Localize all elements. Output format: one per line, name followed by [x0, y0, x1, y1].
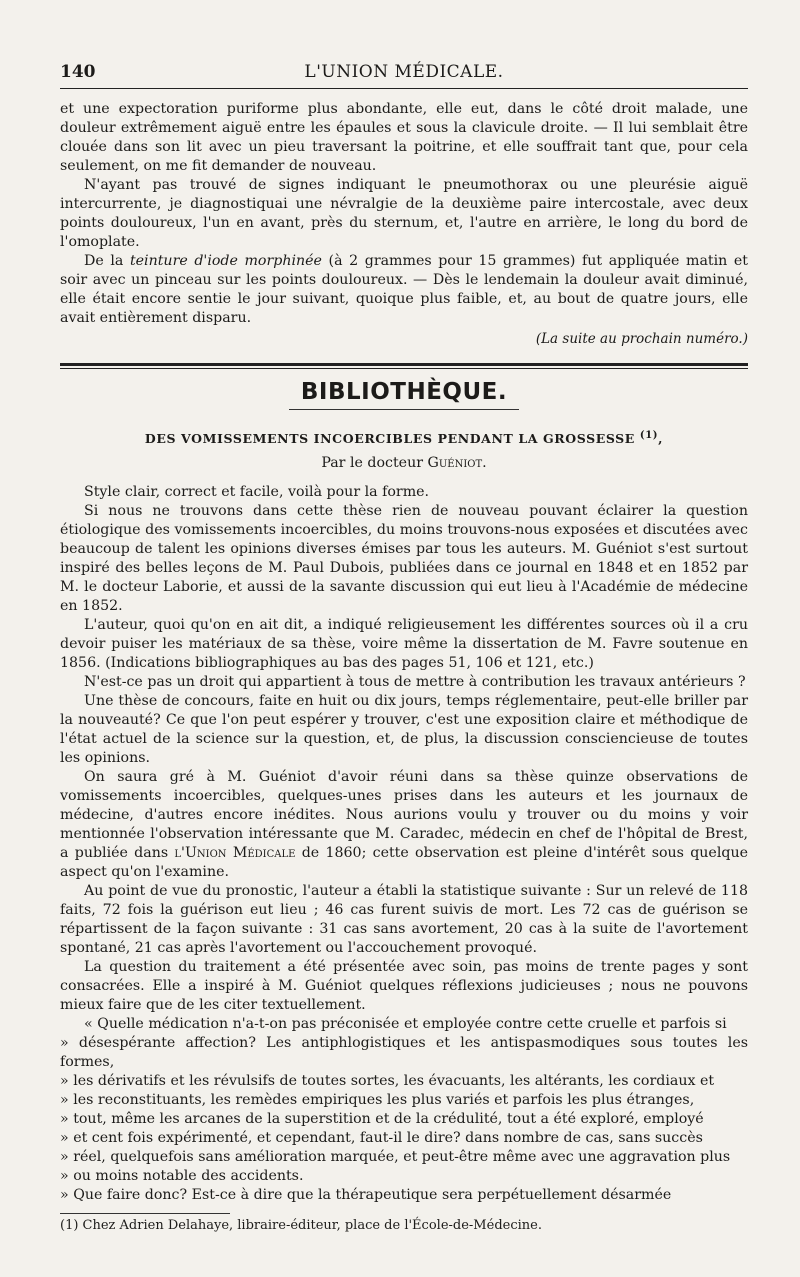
text-span: de 1860; cette observation est pleine d'intérêt sous quelque aspect qu'on l'examine.	[60, 845, 748, 881]
quote-line: » ou moins notable des accidents.	[60, 1168, 304, 1185]
paragraph	[60, 768, 748, 882]
quote-line: » tout, même les arcanes de la superstition et de la crédulité, tout a été exploré, employé	[60, 1111, 704, 1128]
byline	[60, 454, 748, 473]
paragraph	[60, 252, 748, 328]
quote-line: » Que faire donc? Est-ce à dire que la thérapeutique sera perpétuellement désarmée	[60, 1187, 672, 1204]
page-number: 140	[60, 62, 96, 82]
page-body	[60, 100, 748, 1235]
review-title	[60, 426, 748, 448]
section-title: BIBLIOTHÈQUE.	[300, 379, 508, 405]
paragraph: N'est-ce pas un droit qui appartient à tous de mettre à contribution les travaux antérieurs ?	[84, 674, 746, 691]
quote-line: » désespérante affection? Les antiphlogistiques et les antispasmodiques sous toutes les formes,	[60, 1035, 748, 1071]
quote-line: » les dérivatifs et les révulsifs de toutes sortes, les évacuants, les altérants, les cordiaux et	[60, 1073, 715, 1090]
quote-line: « Quelle médication n'a-t-on pas préconisée et employée contre cette cruelle et parfois si	[84, 1016, 727, 1033]
text-span: On saura gré à M. Guéniot d'avoir réuni dans sa thèse quinze observations de vomissements incoercibles, quelques-unes prises dans les auteurs et les journaux de médecine, d'autres encore inédites. Nous aurions voulu y trouver ou du moins y voir mentionnée l'observation intéressante que M. Caradec, médecin en chef de l'hôpital de Brest, a publiée dans	[60, 769, 748, 862]
byline-prefix: Par le docteur	[321, 455, 428, 472]
page-header	[60, 58, 748, 89]
paragraph: N'ayant pas trouvé de signes indiquant le pneumothorax ou une pleurésie aiguë intercurrente, je diagnostiquai une névralgie de la deuxième paire intercostale, avec deux points douloureux, l'un en avant, près du sternum, et, l'autre en arrière, le long du bord de l'omoplate.	[60, 177, 748, 250]
author-name: Guéniot	[427, 455, 483, 472]
paragraph: Une thèse de concours, faite en huit ou dix jours, temps réglementaire, peut-elle briller par la nouveauté? Ce que l'on peut espérer y trouver, c'est une exposition claire et méthodique de l'état actuel de la science sur la question, et, de plus, la discussion consciencieuse de toutes les opinions.	[60, 693, 748, 767]
review-title-end: ,	[658, 431, 664, 447]
paragraph: L'auteur, quoi qu'on en ait dit, a indiqué religieusement les différentes sources où il a cru devoir puiser les matériaux de sa thèse, voire même la dissertation de M. Favre soutenue en 1856. (Indications bibliographiques au bas des pages 51, 106 et 121, etc.)	[60, 617, 748, 672]
quote-line: » réel, quelquefois sans amélioration marquée, et peut-être même avec une aggravation plus	[60, 1149, 731, 1166]
paragraph: La question du traitement a été présentée avec soin, pas moins de trente pages y sont consacrées. Elle a inspiré à M. Guéniot quelques réflexions judicieuses ; nous ne pouvons mieux faire que de les citer textuellement.	[60, 959, 748, 1014]
continued-note: (La suite au prochain numéro.)	[535, 331, 748, 347]
paragraph: Au point de vue du pronostic, l'auteur a établi la statistique suivante : Sur un relevé de 118 faits, 72 fois la guérison eut lieu ; 46 cas furent suivis de mort. Les 72 cas de guérison se répartissent de la façon suivante : 31 cas sans avortement, 20 cas à la suite de l'avortement spontané, 21 cas après l'avortement ou l'accouchement provoqué.	[60, 883, 748, 957]
section-divider	[60, 363, 748, 369]
paragraph: Si nous ne trouvons dans cette thèse rien de nouveau pouvant éclairer la question étiologique des vomissements incoercibles, du moins trouvons-nous exposées et discutées avec beaucoup de talent les opinions diverses émises par tous les auteurs. M. Guéniot s'est surtout inspiré des belles leçons de M. Paul Dubois, publiées dans ce journal en 1848 et en 1852 par M. le docteur Laborie, et aussi de la savante discussion qui eut lieu à l'Académie de médecine en 1852.	[60, 503, 748, 615]
review-title-text: DES VOMISSEMENTS INCOERCIBLES PENDANT LA GROSSESSE	[144, 431, 635, 447]
quote-line: » les reconstituants, les remèdes empiriques les plus variés et parfois les plus étranges,	[60, 1092, 695, 1109]
footnote: (1) Chez Adrien Delahaye, libraire-éditeur, place de l'École-de-Médecine.	[60, 1218, 542, 1234]
section-underline	[289, 409, 519, 410]
journal-name: l'Union Médicale	[174, 845, 296, 862]
footnote-rule	[60, 1213, 230, 1214]
paragraph: Style clair, correct et facile, voilà pour la forme.	[84, 484, 430, 501]
quote-line: » et cent fois expérimenté, et cependant, faut-il le dire? dans nombre de cas, sans succès	[60, 1130, 703, 1147]
quotation	[60, 1015, 748, 1205]
text-span: De la	[84, 253, 130, 269]
emphasis: teinture d'iode morphinée	[129, 253, 322, 269]
text-span: (à 2 grammes pour 15 grammes) fut appliquée matin et soir avec un pinceau sur les points douloureux. — Dès le lendemain la douleur avait diminué, elle était encore sentie le jour suivant, quoique plus faible, et, au bout de quatre jours, elle avait entièrement disparu.	[60, 253, 748, 326]
paragraph: et une expectoration puriforme plus abondante, elle eut, dans le côté droit malade, une douleur extrêmement aiguë entre les épaules et sous la clavicule droite. — Il lui semblait être clouée dans son lit avec un pieu traversant la poitrine, et elle souffrait tant que, pour cela seulement, on me fit demander de nouveau.	[60, 101, 748, 174]
footnote-marker: (1)	[639, 430, 659, 441]
running-title: L'UNION MÉDICALE.	[304, 62, 504, 82]
byline-end: .	[482, 455, 487, 472]
